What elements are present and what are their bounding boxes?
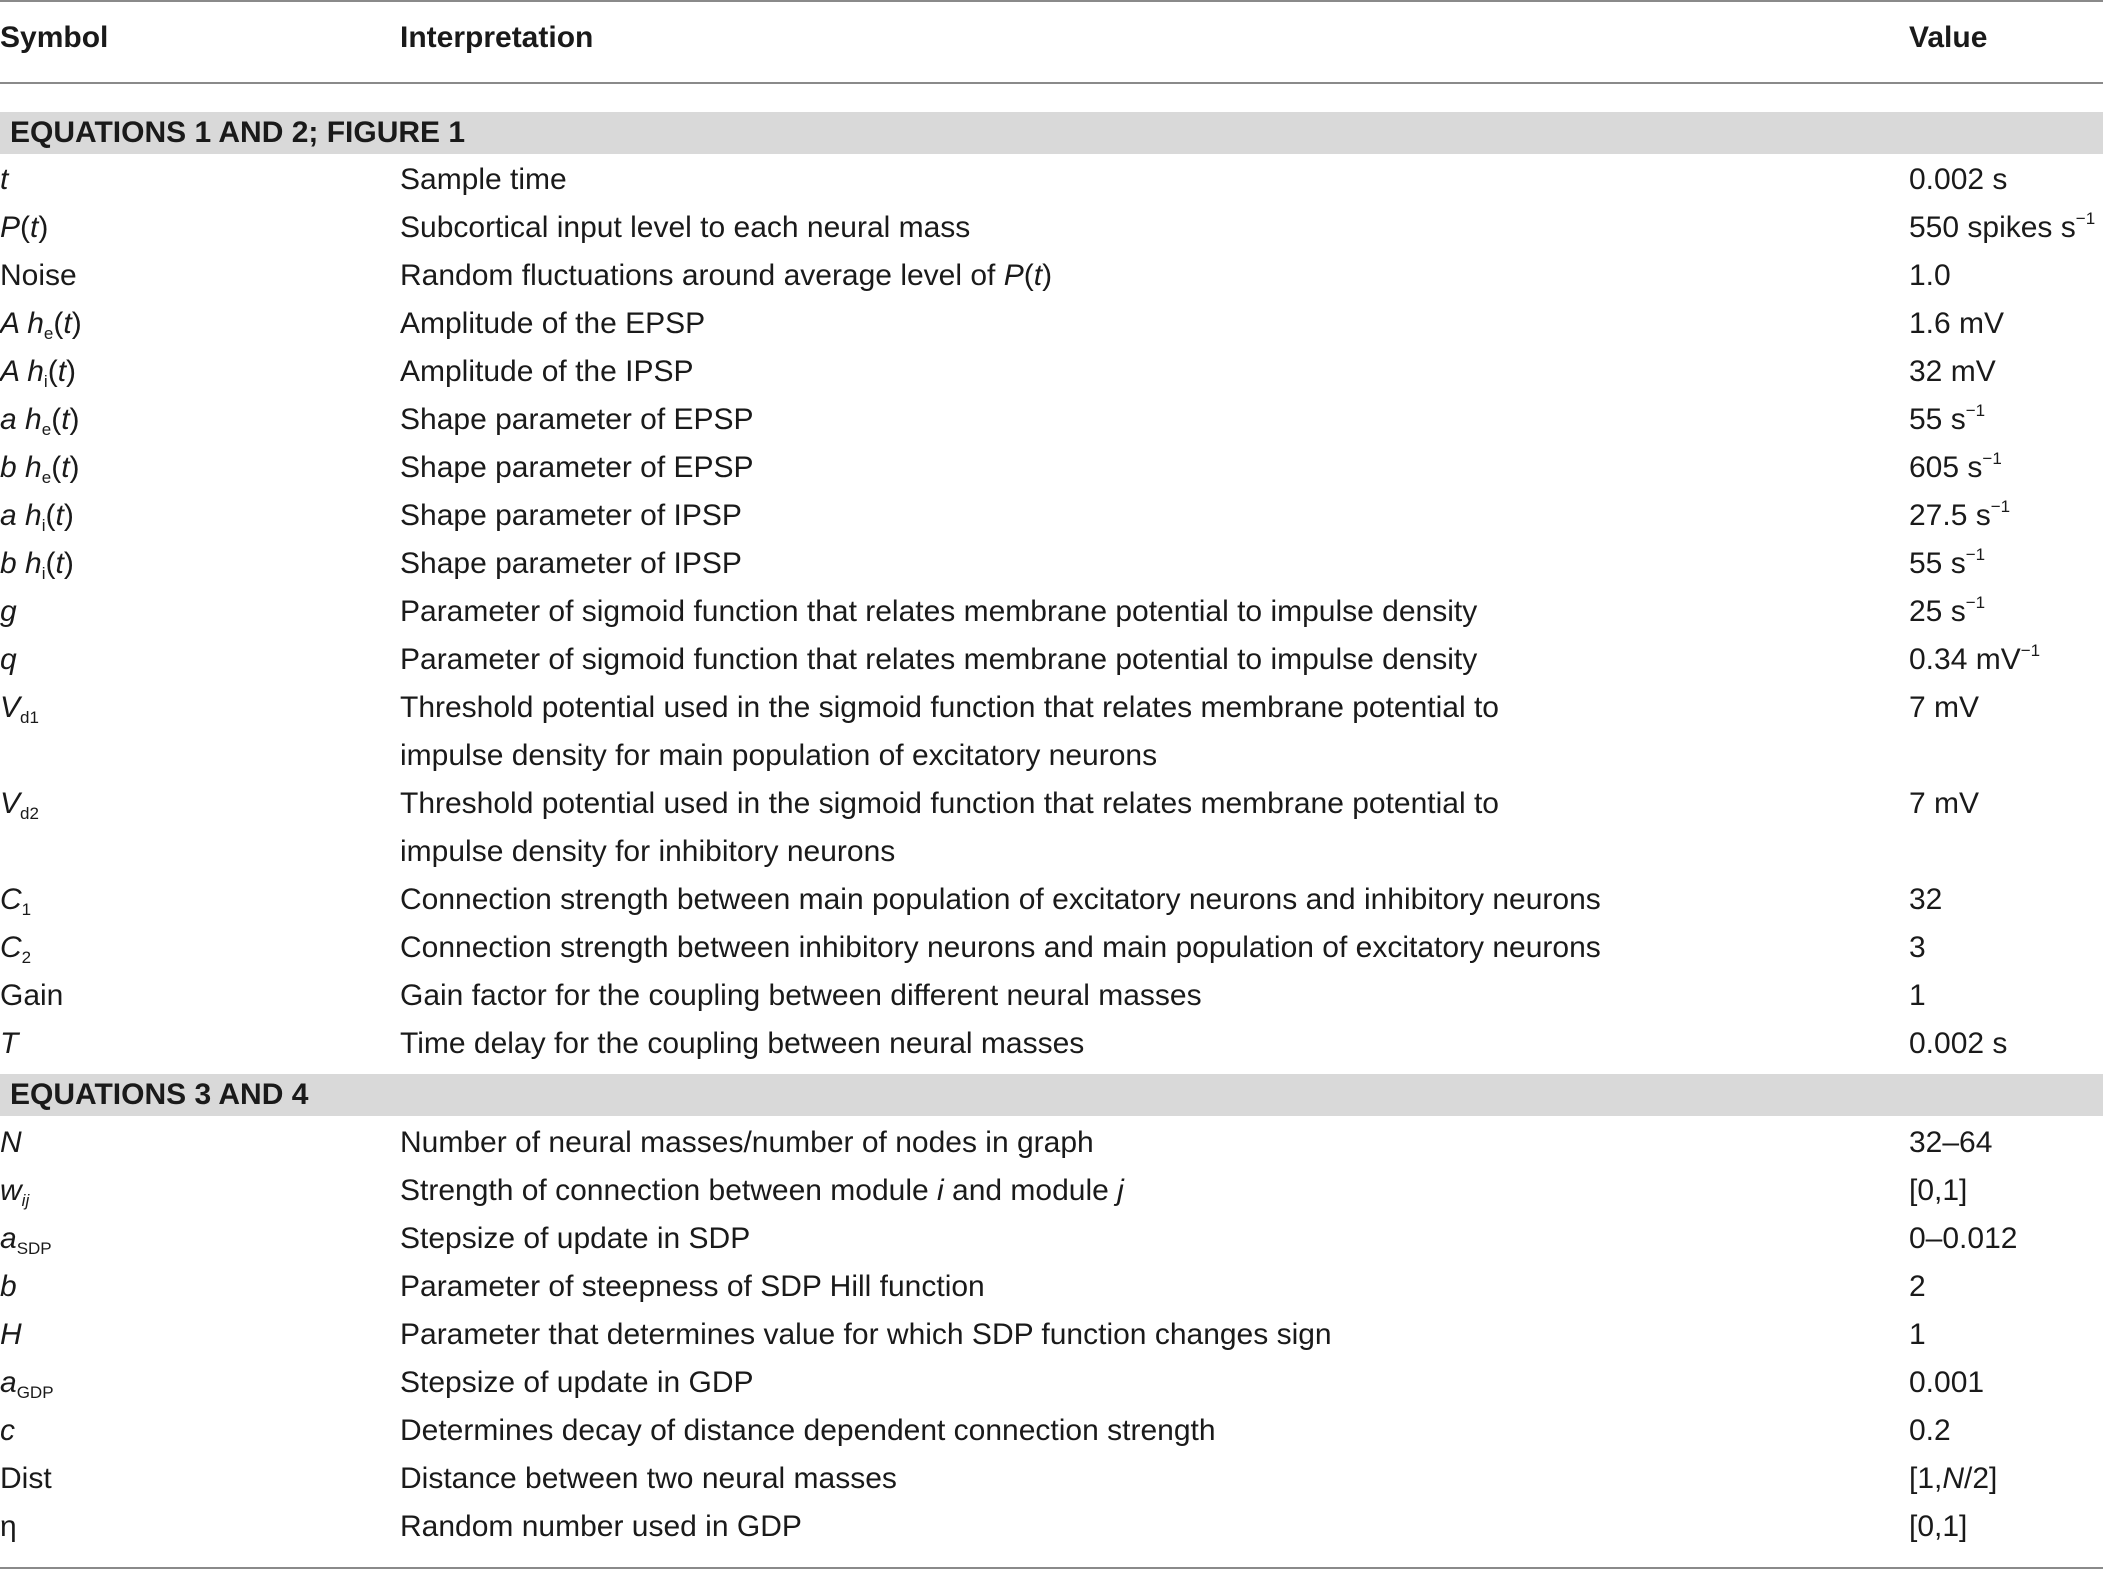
value-cell: [1,N/2] [1909,1462,1998,1495]
interpretation-cell: Shape parameter of EPSP [400,403,754,436]
interpretation-cell: Parameter of steepness of SDP Hill function [400,1270,985,1303]
value-cell: 27.5 $s^{-1}$ [1909,497,2011,532]
header-interpretation: Interpretation [400,21,594,54]
symbol-cell: $a_{SDP}$ [0,1222,52,1258]
value-cell: 605 $s^{-1}$ [1909,449,2002,484]
section-header-equations-1-2 [0,112,2103,154]
symbol-cell: η [0,1510,17,1543]
symbol-cell: A $h_e(t)$ [0,307,82,343]
value-cell: 7 mV [1909,787,1980,820]
interpretation-cell: Distance between two neural masses [400,1462,897,1495]
value-cell: [0,1] [1909,1510,1968,1543]
interpretation-cell-line1: Threshold potential used in the sigmoid function that relates membrane potential to [400,787,1499,820]
interpretation-cell: Random number used in GDP [400,1510,802,1543]
interpretation-cell-line2: impulse density for main population of excitatory neurons [400,739,1158,772]
symbol-cell: a $h_e(t)$ [0,403,80,439]
value-cell: [0,1] [1909,1174,1968,1207]
symbol-cell: Dist [0,1462,52,1495]
symbol-cell: $C_2$ [0,931,32,967]
symbol-cell: q [0,643,17,676]
interpretation-cell: Determines decay of distance dependent connection strength [400,1414,1216,1447]
symbol-cell: b $h_e(t)$ [0,451,80,487]
interpretation-cell: Strength of connection between module i and module j [400,1174,1124,1207]
value-cell: 0.2 [1909,1414,1951,1447]
value-cell: 1.6 mV [1909,307,2005,340]
interpretation-cell-line1: Threshold potential used in the sigmoid function that relates membrane potential to [400,691,1499,724]
value-cell: 0.002 s [1909,163,2008,196]
interpretation-cell: Number of neural masses/number of nodes in graph [400,1126,1094,1159]
interpretation-cell: Stepsize of update in SDP [400,1222,751,1255]
interpretation-cell: Time delay for the coupling between neural masses [400,1027,1085,1060]
interpretation-cell: Shape parameter of EPSP [400,451,754,484]
value-cell: 3 [1909,931,1926,964]
interpretation-cell: Connection strength between main population of excitatory neurons and inhibitory neurons [400,883,1601,916]
interpretation-cell: Connection strength between inhibitory neurons and main population of excitatory neurons [400,931,1601,964]
symbol-cell: Gain [0,979,64,1012]
section-title: EQUATIONS 3 AND 4 [10,1078,309,1111]
bottom-rule [0,1567,2103,1569]
symbol-cell: g [0,595,17,628]
value-cell: 0–0.012 [1909,1222,2018,1255]
value-cell: 55 $s^{-1}$ [1909,545,1986,580]
interpretation-cell: Subcortical input level to each neural mass [400,211,971,244]
value-cell: 32 [1909,883,1943,916]
symbol-cell: P(t) [0,211,49,244]
symbol-cell: $V_{d1}$ [0,691,39,727]
interpretation-cell: Amplitude of the EPSP [400,307,706,340]
symbol-cell: H [0,1318,22,1351]
interpretation-cell: Random fluctuations around average level of P(t) [400,259,1053,292]
symbol-cell: b [0,1270,17,1303]
value-cell: 25 $s^{-1}$ [1909,593,1986,628]
value-cell: 0.34 $mV^{-1}$ [1909,641,2041,676]
header-rule [0,82,2103,84]
symbol-cell: t [0,163,9,196]
interpretation-cell: Gain factor for the coupling between different neural masses [400,979,1202,1012]
symbol-cell: $C_1$ [0,883,32,919]
value-cell: 1 [1909,979,1926,1012]
symbol-cell: Noise [0,259,77,292]
section-title: EQUATIONS 1 AND 2; FIGURE 1 [10,116,466,149]
section-header-equations-3-4 [0,1074,2103,1116]
value-cell: 550 spikes $s^{-1}$ [1909,209,2096,244]
symbol-cell: a $h_i(t)$ [0,499,74,535]
value-cell: 0.002 s [1909,1027,2008,1060]
value-cell: 7 mV [1909,691,1980,724]
interpretation-cell: Shape parameter of IPSP [400,499,742,532]
symbol-cell: $V_{d2}$ [0,787,39,823]
interpretation-cell: Amplitude of the IPSP [400,355,694,388]
symbol-cell: T [0,1027,19,1060]
symbol-cell: A $h_i(t)$ [0,355,77,391]
value-cell: 0.001 [1909,1366,1985,1399]
symbol-cell: N [0,1126,22,1159]
interpretation-cell: Parameter of sigmoid function that relates membrane potential to impulse density [400,595,1478,628]
table-header [0,0,2103,82]
interpretation-cell: Shape parameter of IPSP [400,547,742,580]
interpretation-cell-line2: impulse density for inhibitory neurons [400,835,896,868]
symbol-cell: c [0,1414,15,1447]
interpretation-cell: Stepsize of update in GDP [400,1366,754,1399]
value-cell: 1.0 [1909,259,1951,292]
header-symbol: Symbol [0,21,109,54]
value-cell: 32–64 [1909,1126,1993,1159]
symbol-cell: $a_{GDP}$ [0,1366,54,1402]
interpretation-cell: Parameter of sigmoid function that relates membrane potential to impulse density [400,643,1478,676]
value-cell: 2 [1909,1270,1926,1303]
symbol-cell: b $h_i(t)$ [0,547,74,583]
symbol-cell: $w_{ij}$ [0,1174,30,1210]
value-cell: 1 [1909,1318,1926,1351]
header-value: Value [1909,21,1988,54]
value-cell: 32 mV [1909,355,1996,388]
interpretation-cell: Sample time [400,163,567,196]
interpretation-cell: Parameter that determines value for which SDP function changes sign [400,1318,1332,1351]
value-cell: 55 $s^{-1}$ [1909,401,1986,436]
